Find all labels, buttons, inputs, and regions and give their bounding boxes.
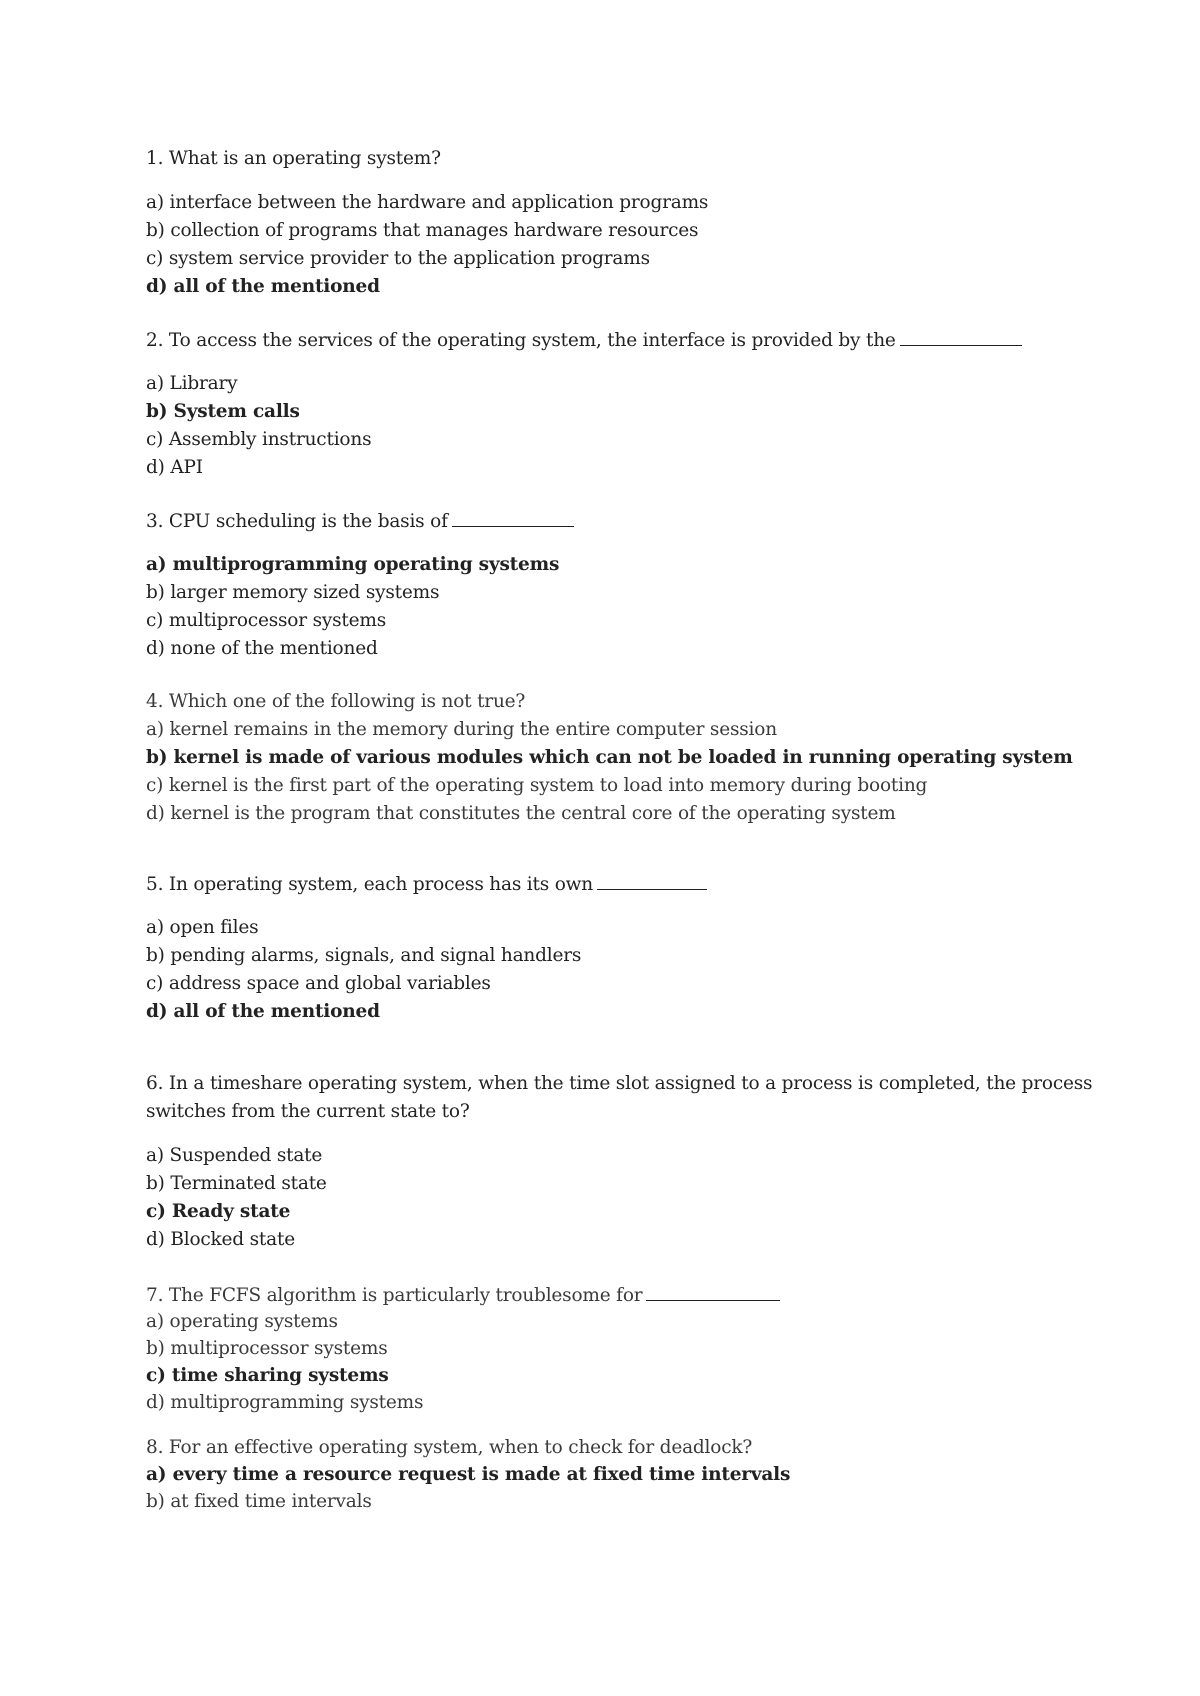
question-6-option-b: b) Terminated state bbox=[146, 1173, 327, 1194]
answer-blank bbox=[646, 1283, 780, 1301]
question-7-answer: c) time sharing systems bbox=[146, 1365, 389, 1386]
question-4-answer: b) kernel is made of various modules which can not be loaded in running operating system bbox=[146, 747, 1073, 768]
question-2 bbox=[146, 328, 1022, 353]
question-6-option-a: a) Suspended state bbox=[146, 1145, 323, 1166]
question-1-option-a: a) interface between the hardware and application programs bbox=[146, 192, 709, 213]
answer-blank bbox=[597, 872, 707, 890]
question-8-text: 8. For an effective operating system, when to check for deadlock? bbox=[146, 1437, 753, 1458]
question-7-option-b: b) multiprocessor systems bbox=[146, 1338, 388, 1359]
question-6-text-line-1: 6. In a timeshare operating system, when the time slot assigned to a process is completed, the process bbox=[146, 1073, 1093, 1094]
question-3-answer: a) multiprogramming operating systems bbox=[146, 554, 560, 575]
answer-blank bbox=[900, 328, 1022, 346]
question-3-option-b: b) larger memory sized systems bbox=[146, 582, 440, 603]
answer-blank bbox=[452, 509, 574, 527]
question-2-text: 2. To access the services of the operating system, the interface is provided by the bbox=[146, 330, 896, 351]
question-2-option-d: d) API bbox=[146, 457, 203, 478]
question-1-option-b: b) collection of programs that manages hardware resources bbox=[146, 220, 699, 241]
question-1-answer: d) all of the mentioned bbox=[146, 276, 380, 297]
question-6-text-line-2: switches from the current state to? bbox=[146, 1101, 470, 1122]
question-4-text: 4. Which one of the following is not true? bbox=[146, 691, 526, 712]
question-5-option-b: b) pending alarms, signals, and signal handlers bbox=[146, 945, 582, 966]
question-3 bbox=[146, 509, 574, 534]
question-4-option-a: a) kernel remains in the memory during the entire computer session bbox=[146, 719, 777, 740]
question-7-option-d: d) multiprogramming systems bbox=[146, 1392, 424, 1413]
question-3-option-c: c) multiprocessor systems bbox=[146, 610, 387, 631]
question-7 bbox=[146, 1283, 780, 1308]
question-7-text: 7. The FCFS algorithm is particularly troublesome for bbox=[146, 1285, 643, 1306]
question-2-option-c: c) Assembly instructions bbox=[146, 429, 372, 450]
question-2-option-a: a) Library bbox=[146, 373, 238, 394]
question-1-text: 1. What is an operating system? bbox=[146, 148, 441, 169]
question-4-option-d: d) kernel is the program that constitutes the central core of the operating system bbox=[146, 803, 896, 824]
question-5 bbox=[146, 872, 707, 897]
question-5-text: 5. In operating system, each process has its own bbox=[146, 874, 594, 895]
question-8-answer: a) every time a resource request is made at fixed time intervals bbox=[146, 1464, 791, 1485]
question-2-answer: b) System calls bbox=[146, 401, 300, 422]
question-7-option-a: a) operating systems bbox=[146, 1311, 338, 1332]
question-4-option-c: c) kernel is the first part of the operating system to load into memory during booting bbox=[146, 775, 928, 796]
question-5-option-a: a) open files bbox=[146, 917, 259, 938]
question-1-option-c: c) system service provider to the application programs bbox=[146, 248, 650, 269]
question-3-text: 3. CPU scheduling is the basis of bbox=[146, 511, 448, 532]
question-8-option-b: b) at fixed time intervals bbox=[146, 1491, 372, 1512]
question-6-answer: c) Ready state bbox=[146, 1201, 291, 1222]
question-5-answer: d) all of the mentioned bbox=[146, 1001, 380, 1022]
question-5-option-c: c) address space and global variables bbox=[146, 973, 491, 994]
question-6-option-d: d) Blocked state bbox=[146, 1229, 295, 1250]
question-3-option-d: d) none of the mentioned bbox=[146, 638, 378, 659]
